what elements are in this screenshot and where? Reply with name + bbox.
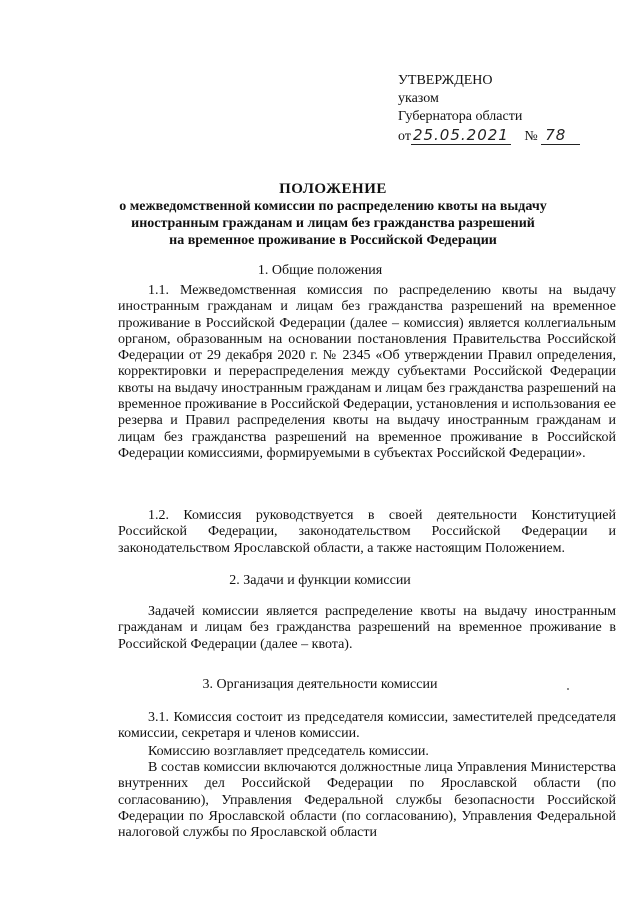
paragraph-1-1: 1.1. Межведомственная комиссия по распределению квоты на выдачу иностранным гражданам и лицам без гражданства разрешений на временное проживание в Российской Федерации (далее – комиссия) является коллегиальным органом, образованным на основании постановления Правительства Российской Федерации от 29 декабря 2020 г. № 2345 «Об утверждении Правил определения, корректировки и перераспределения между субъектами Российской Федерации квоты на выдачу иностранным гражданам и лицам без гражданства разрешений на временное проживание в Российской Федерации, установления и использования ее резерва и Правил распределения квоты на выдачу иностранным гражданам и лицам без гражданства разрешений на временное проживание в Российской Федерации комиссиями, формируемыми в субъектах Российской Федерации».: [118, 283, 616, 461]
paragraph-2: Задачей комиссии является распределение квоты на выдачу иностранным гражданам и лицам без гражданства разрешений на временное проживание в Российской Федерации (далее – квота).: [118, 604, 616, 652]
date-prefix: от: [398, 129, 411, 144]
paragraph-3-3: В состав комиссии включаются должностные лица Управления Министерства внутренних дел Российской Федерации по Ярославской области (по согласованию), Управления Федеральной службы безопасности Российской Федерации по Ярославской области (по согласованию), Управления Федеральной налоговой службы по Ярославской области: [118, 760, 616, 841]
title-line-3: на временное проживание в Российской Федерации: [169, 233, 497, 248]
document-title: [118, 180, 548, 249]
title-line-2: иностранным гражданам и лицам без гражданства разрешений: [131, 216, 535, 231]
paragraph-3-2: Комиссию возглавляет председатель комиссии.: [148, 744, 429, 759]
paragraph-1-2: 1.2. Комиссия руководствуется в своей деятельности Конституцией Российской Федерации, законодательством Российской Федерации и законодательством Ярославской области, а также настоящим Положением.: [118, 508, 616, 556]
approval-stamp: [398, 72, 580, 146]
section-3-heading: 3. Организация деятельности комиссии: [202, 677, 438, 692]
title-main: ПОЛОЖЕНИЕ: [279, 181, 387, 197]
approval-date-line: [398, 126, 580, 146]
handwritten-date: 25.05.2021: [412, 126, 509, 144]
approval-label: УТВЕРЖДЕНО: [398, 73, 493, 88]
section-1-heading: 1. Общие положения: [257, 263, 383, 278]
handwritten-number: 78: [541, 126, 580, 145]
paragraph-3-1: 3.1. Комиссия состоит из председателя комиссии, заместителей председателя комиссии, секретаря и членов комиссии.: [118, 710, 616, 742]
title-line-1: о межведомственной комиссии по распределению квоты на выдачу: [119, 199, 547, 214]
scan-speck: [567, 688, 569, 690]
section-2-heading: 2. Задачи и функции комиссии: [229, 573, 411, 588]
number-prefix: №: [524, 129, 538, 144]
approval-decree: указом: [398, 91, 439, 106]
approval-governor: Губернатора области: [398, 109, 523, 124]
